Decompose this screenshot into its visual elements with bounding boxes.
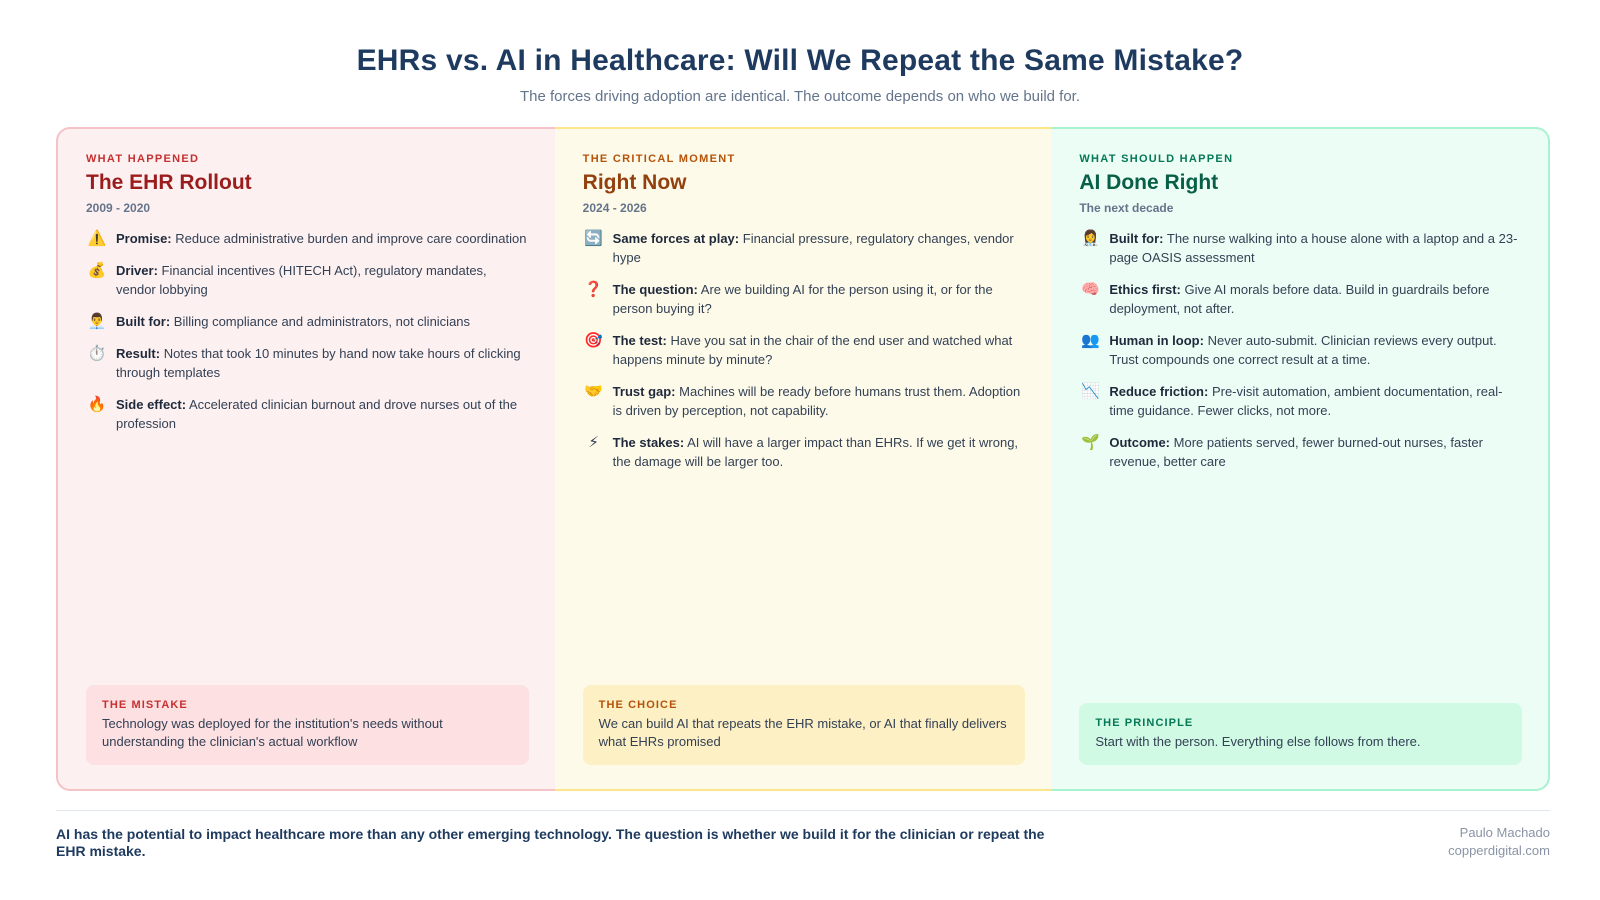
item-label: Result: bbox=[116, 346, 161, 361]
item-text: Accelerated clinician burnout and drove nurses out of the profession bbox=[116, 397, 518, 431]
list-item bbox=[86, 229, 527, 248]
item-label: Reduce friction: bbox=[1109, 384, 1209, 399]
item-text: Financial pressure, regulatory changes, vendor hype bbox=[612, 231, 1014, 265]
lightning-icon: ⚡ bbox=[588, 434, 599, 451]
list-item bbox=[86, 395, 527, 433]
header bbox=[0, 0, 1600, 105]
callout-text: Technology was deployed for the institution's needs without understanding the clinician's actual workflow bbox=[102, 716, 443, 749]
item-label: Built for: bbox=[116, 314, 171, 329]
list-item bbox=[1079, 433, 1520, 471]
callout-principle bbox=[1079, 703, 1522, 765]
list-item bbox=[583, 331, 1024, 369]
stopwatch-icon: ⏱️ bbox=[87, 345, 107, 362]
handshake-icon: 🤝 bbox=[584, 383, 604, 400]
item-text: Billing compliance and administrators, not clinicians bbox=[173, 314, 471, 329]
list-item bbox=[583, 280, 1024, 318]
warning-icon: ⚠️ bbox=[87, 230, 107, 247]
item-label: Human in loop: bbox=[1109, 333, 1204, 348]
author-name: Paulo Machado bbox=[1459, 825, 1550, 840]
target-icon: 🎯 bbox=[584, 332, 604, 349]
item-label: Same forces at play: bbox=[612, 231, 740, 246]
panel-item-list bbox=[1079, 229, 1520, 471]
item-label: Ethics first: bbox=[1109, 282, 1181, 297]
panel-what-should-happen bbox=[1051, 127, 1550, 791]
item-text: Never auto-submit. Clinician reviews every output. Trust compounds one correct result at a time. bbox=[1109, 333, 1497, 367]
item-text: The nurse walking into a house alone with a laptop and a 23-page OASIS assessment bbox=[1109, 231, 1518, 265]
list-item bbox=[86, 312, 527, 331]
callout-text: We can build AI that repeats the EHR mistake, or AI that finally delivers what EHRs promised bbox=[598, 716, 1007, 749]
callout-choice bbox=[583, 685, 1026, 765]
footer-divider bbox=[56, 810, 1550, 811]
page-subtitle: The forces driving adoption are identical. The outcome depends on who we build for. bbox=[519, 88, 1081, 105]
list-item bbox=[1079, 331, 1520, 369]
website-link[interactable]: copperdigital.com bbox=[1448, 843, 1550, 858]
item-text: Are we building AI for the person using it, or for the person buying it? bbox=[612, 282, 993, 316]
list-item bbox=[1079, 229, 1520, 267]
callout-label: THE CHOICE bbox=[598, 699, 678, 711]
item-text: Have you sat in the chair of the end user and watched what happens minute by minute? bbox=[612, 333, 1013, 367]
footer-credit bbox=[1448, 824, 1550, 860]
brain-icon: 🧠 bbox=[1081, 281, 1100, 298]
list-item bbox=[583, 382, 1024, 420]
item-label: Side effect: bbox=[116, 397, 187, 412]
seedling-icon: 🌱 bbox=[1081, 434, 1100, 451]
people-icon: 👥 bbox=[1081, 332, 1100, 349]
list-item bbox=[86, 344, 527, 382]
panel-title: The EHR Rollout bbox=[86, 171, 252, 194]
panel-period: The next decade bbox=[1079, 201, 1174, 215]
item-label: The stakes: bbox=[612, 435, 685, 450]
panel-title: AI Done Right bbox=[1079, 171, 1219, 194]
list-item bbox=[1079, 382, 1520, 420]
fire-icon: 🔥 bbox=[87, 396, 107, 413]
panel-item-list bbox=[86, 229, 527, 433]
callout-mistake bbox=[86, 685, 529, 765]
item-text: Notes that took 10 minutes by hand now take hours of clicking through templates bbox=[116, 346, 521, 380]
item-text: Give AI morals before data. Build in guardrails before deployment, not after. bbox=[1109, 282, 1490, 316]
panel-title: Right Now bbox=[582, 171, 687, 194]
money-bag-icon: 💰 bbox=[87, 262, 107, 279]
comparison-panels bbox=[56, 127, 1550, 791]
panel-what-happened bbox=[56, 127, 555, 791]
item-label: Built for: bbox=[1109, 231, 1164, 246]
question-mark-icon: ❓ bbox=[584, 281, 604, 298]
panel-critical-moment bbox=[555, 127, 1052, 791]
item-label: Trust gap: bbox=[612, 384, 676, 399]
list-item bbox=[86, 261, 527, 299]
item-text: Pre-visit automation, ambient documentation, real-time guidance. Fewer clicks, not more. bbox=[1109, 384, 1503, 418]
item-text: Financial incentives (HITECH Act), regulatory mandates, vendor lobbying bbox=[116, 263, 487, 297]
panel-eyebrow: WHAT SHOULD HAPPEN bbox=[1079, 153, 1234, 165]
item-label: The question: bbox=[612, 282, 698, 297]
panel-period: 2024 - 2026 bbox=[582, 201, 647, 215]
list-item bbox=[583, 433, 1024, 471]
callout-label: THE MISTAKE bbox=[102, 699, 188, 711]
item-label: Outcome: bbox=[1109, 435, 1171, 450]
item-label: Promise: bbox=[116, 231, 172, 246]
item-text: Reduce administrative burden and improve care coordination bbox=[175, 231, 527, 246]
list-item bbox=[583, 229, 1024, 267]
list-item bbox=[1079, 280, 1520, 318]
panel-eyebrow: THE CRITICAL MOMENT bbox=[582, 153, 736, 165]
footer-statement: AI has the potential to impact healthcare more than any other emerging technology. The question is whether we build it for the clinician or repeat the EHR mistake. bbox=[56, 826, 1045, 859]
item-text: More patients served, fewer burned-out nurses, faster revenue, better care bbox=[1109, 435, 1483, 469]
item-text: Machines will be ready before humans trust them. Adoption is driven by perception, not capability. bbox=[612, 384, 1021, 418]
item-label: Driver: bbox=[116, 263, 158, 278]
businessman-icon: 👨‍💼 bbox=[87, 313, 107, 330]
panel-item-list bbox=[583, 229, 1024, 471]
page-title: EHRs vs. AI in Healthcare: Will We Repeat the Same Mistake? bbox=[356, 44, 1244, 77]
item-text: AI will have a larger impact than EHRs. If we get it wrong, the damage will be larger too. bbox=[612, 435, 1019, 469]
chart-decreasing-icon: 📉 bbox=[1081, 383, 1100, 400]
callout-text: Start with the person. Everything else follows from there. bbox=[1095, 734, 1421, 749]
item-label: The test: bbox=[612, 333, 667, 348]
panel-eyebrow: WHAT HAPPENED bbox=[86, 153, 200, 165]
cycle-arrows-icon: 🔄 bbox=[584, 230, 604, 247]
callout-label: THE PRINCIPLE bbox=[1095, 717, 1194, 729]
nurse-icon: 👩‍⚕️ bbox=[1081, 230, 1100, 247]
panel-period: 2009 - 2020 bbox=[86, 201, 151, 215]
